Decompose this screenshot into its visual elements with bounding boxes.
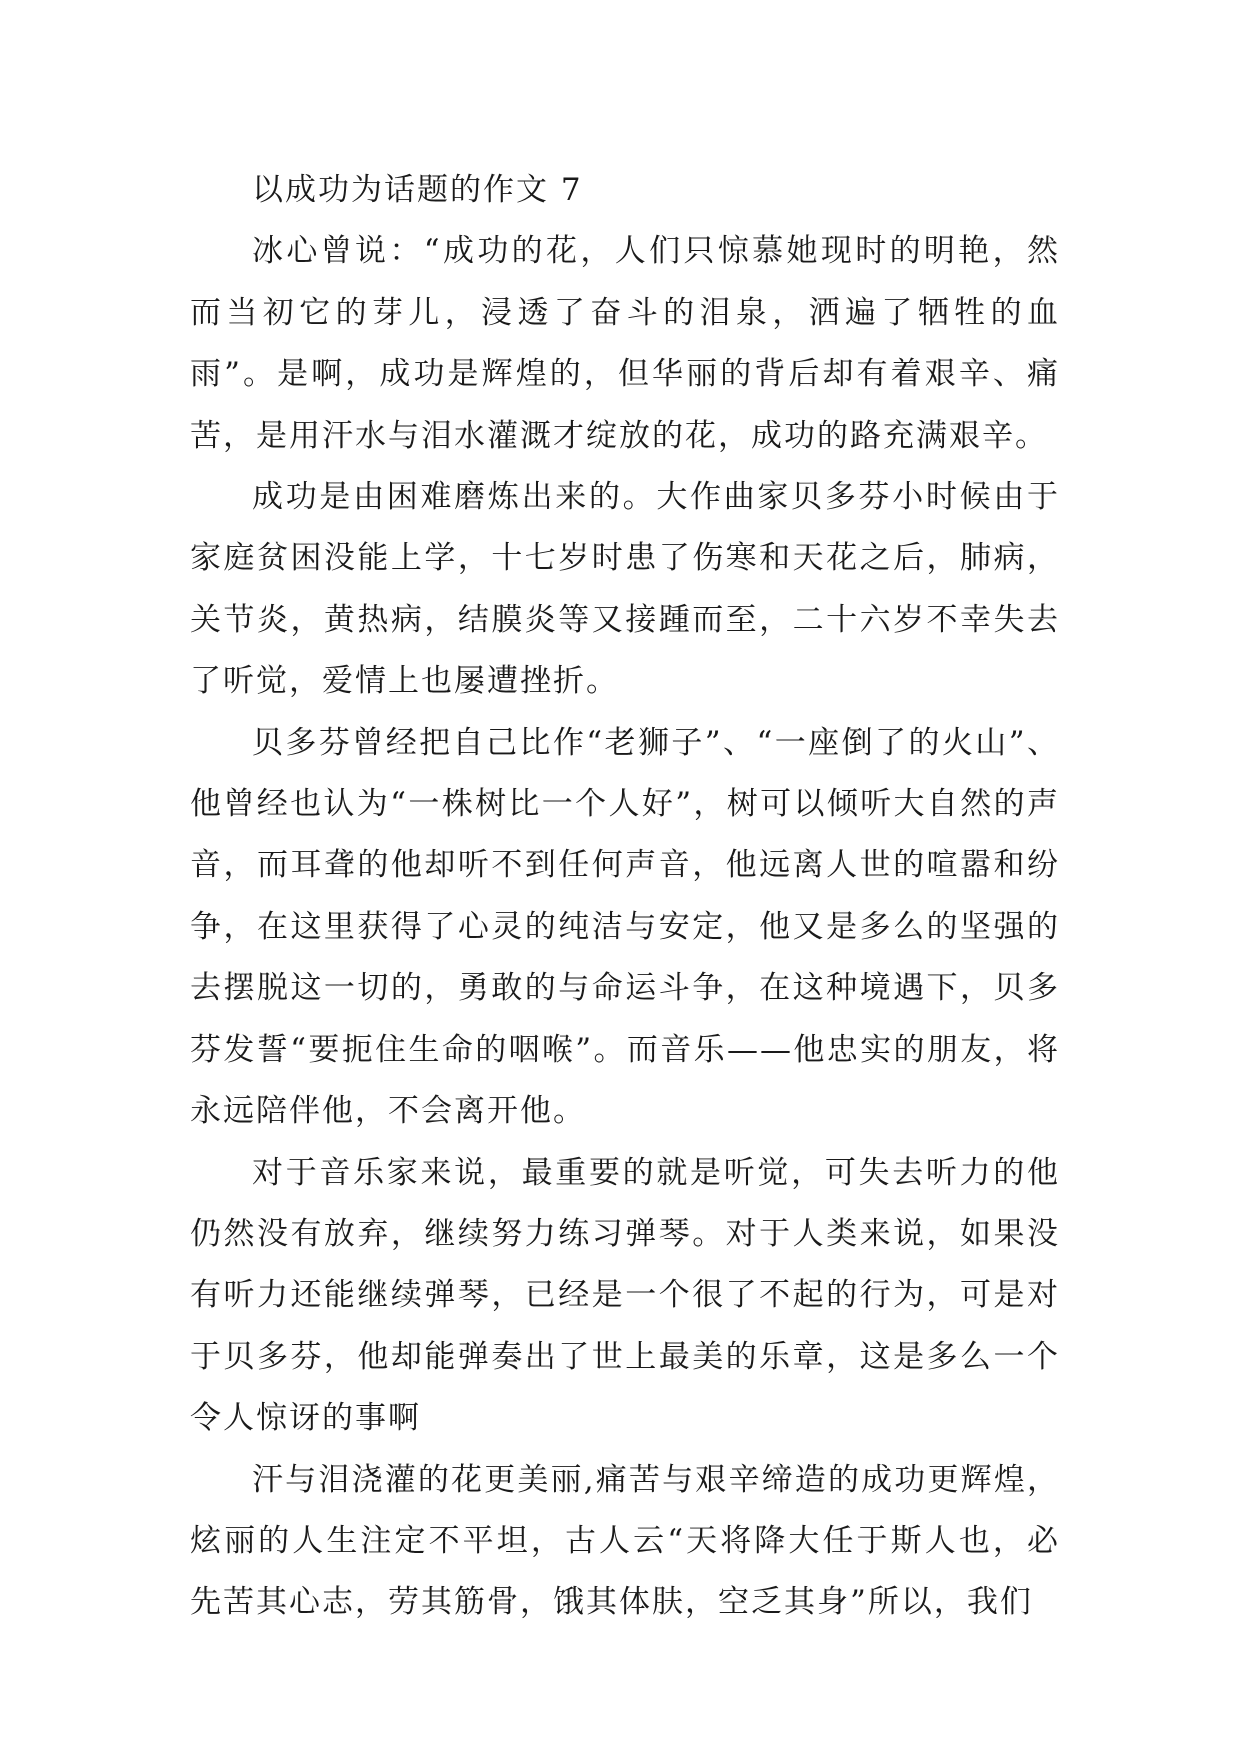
paragraph-4: 对于音乐家来说，最重要的就是听觉，可失去听力的他仍然没有放弃，继续努力练习弹琴。对于人类来说，如果没有听力还能继续弹琴，已经是一个很了不起的行为，可是对于贝多芬，他却能弹奏出了世上最美的乐章，这是多么一个令人惊讶的事啊 <box>190 1154 1060 1437</box>
essay-title: 以成功为话题的作文 7 <box>252 172 583 208</box>
essay-body <box>190 160 1060 1634</box>
paragraph-2: 成功是由困难磨炼出来的。大作曲家贝多芬小时候由于家庭贫困没能上学，十七岁时患了伤寒和天花之后，肺病，关节炎，黄热病，结膜炎等又接踵而至，二十六岁不幸失去了听觉，爱情上也屡遭挫折。 <box>190 479 1060 700</box>
paragraph-3: 贝多芬曾经把自己比作“老狮子”、“一座倒了的火山”、他曾经也认为“一株树比一个人好”，树可以倾听大自然的声音，而耳聋的他却听不到任何声音，他远离人世的喧嚣和纷争，在这里获得了心灵的纯洁与安定，他又是多么的坚强的去摆脱这一切的，勇敢的与命运斗争，在这种境遇下，贝多芬发誓“要扼住生命的咽喉”。而音乐——他忠实的朋友，将永远陪伴他，不会离开他。 <box>190 724 1060 1130</box>
paragraph-5: 汗与泪浇灌的花更美丽,痛苦与艰辛缔造的成功更辉煌，炫丽的人生注定不平坦，古人云“天将降大任于斯人也，必先苦其心志，劳其筋骨，饿其体肤，空乏其身”所以，我们 <box>190 1461 1060 1621</box>
paragraph-1: 冰心曾说：“成功的花，人们只惊慕她现时的明艳，然而当初它的芽儿，浸透了奋斗的泪泉，洒遍了牺牲的血雨”。是啊，成功是辉煌的，但华丽的背后却有着艰辛、痛苦，是用汗水与泪水灌溉才绽放的花，成功的路充满艰辛。 <box>190 233 1060 454</box>
